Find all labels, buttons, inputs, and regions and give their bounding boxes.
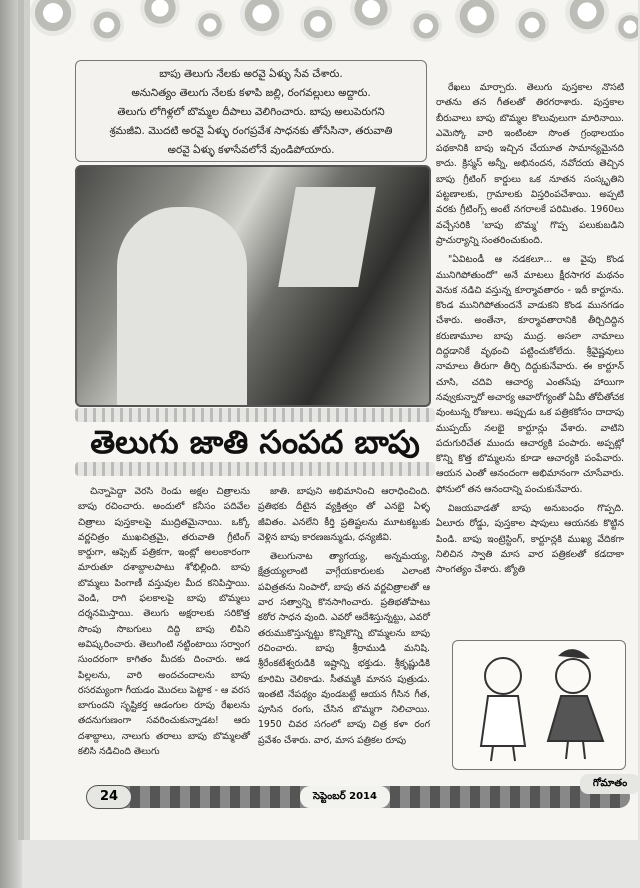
cartoon-illustration: [452, 640, 626, 770]
left-column: [78, 484, 250, 763]
quote-box: [75, 60, 427, 162]
paragraph: "ఏవిటండీ ఆ నడకలూ... ఆ వైపు కొండ మునిగిపోతుందో" అనే మాటలు క్షీరసాగర మథనం వెనుక నడిచి వస్తున్న కూర్మావతారం - ఇదీ కార్టూను. కొండ మునిగిపోతుందనే వాడుకని కొండ మునగడం చేశారు. అంతేనా, కూర్మావతారానికి తీర్చిదిద్దిన కరుణామూల బాపు ముద్ర. అసలా నామాలు దిద్దడానికే వృథంచి పట్టించుకోలేదు. శ్రీవైష్ణవులు నామాలు తీరుగా తీర్చి దిద్దుకునేవారు. ఈ కార్టూన్ చూసి, చదివి ఆచార్య ఎంతసేపు హాయిగా నవ్వుకున్నారో అచార్య ఆవారోగ్యంతో ఏమీ తోచీతోచక వుంటున్న రోజులు. అప్పుడు ఒక పత్రికకోసం దాదాపు ముప్పయ్ నలభై కార్టూన్లు వేశారు. వాటిని పదుగురిచేత ముందు ఆచార్యకి పంపారు. అప్పట్లో కొన్ని కొత్త బొమ్మలను కూడా ఆచార్యకి పంపేవారు. ఆయన ఎంతో ఆనందంగా అభిమానంగా చూసేవారు. ఫోనులో తన ఆనందాన్ని పంచుకునేవారు.: [436, 254, 624, 495]
floral-border: [30, 0, 638, 52]
page-edge: [0, 0, 22, 888]
magazine-name: గోమాతం: [580, 774, 640, 794]
paragraph: జాతి. బాపుని అభిమానించి ఆరాధించింది. ప్రతిభకు దీటైన వ్యక్తిత్వం తో ఎనభై ఏళ్ళ జీవితం. ఎనలేని కీర్తి ప్రతిష్టలను మూటకట్టుకు వెళ్లిన బాపు కారణజన్ముడు, ధన్యజీవి.: [258, 486, 430, 543]
footer-band: [90, 778, 630, 808]
right-column: [436, 80, 624, 635]
paragraph: చిన్నాపెద్దా వెరసి రెండు అక్షల చిత్రాలను బాపు రచించారు. అందులో కనీసం పదివేల చిత్రాలు పుస్తకాలపై ముద్రితమైనాయి. ఒక్కో వర్ణచిత్రం ముఖచిత్రమై, తరువాతి గ్రీటింగ్ కార్డుగా, ఆఫ్సెట్ పత్రికగా, ఇంట్లో అలంకారంగా మారుతూ దశాబ్దాలపాటు శోభిల్లింది. బాపు బొమ్మలు పింగాణీ వస్తువుల మీద కనిపిస్తాయి. వెండి, రాగి ఫలకాలపై బాపు బొమ్మలు దర్శనమిస్తాయి. తెలుగు అక్షరాలకు సరికొత్త సొంపు సొబగులు దిద్ది బాపు లిపిని అవిష్కరించారు. తెలుగింటి నట్టింటాయి సర్వాంగ సుందరంగా కాగితం మీదకు దించారు. ఆడ పిల్లలను, వారి అందచందాలను బాపు రసరమ్యంగా గీయడం మొదలు పెట్టాక - ఆ వరస బాగుందని సృష్టికర్త ఆడంగుల రూపు రేఖలను తదనుగుణంగా సవరించుకున్నాడట! ఆరు దశాబ్దాలు, నాలుగు తరాలు బాపు బొమ్మలతో కలిసి నడిచింది తెలుగు: [78, 486, 250, 758]
ornament-divider: [75, 462, 435, 476]
paragraph: విజయవాడతో బాపు అనుబంధం గొప్పది. ఏలూరు రోడ్డు, పుస్తకాల షాపులు ఆయనకు కొట్టిన పిండి. బాపు ఇంట్రెస్టింగ్, కార్టూన్లకి ముఖ్య వేదికగా నిలిచిన స్వాతి మాస వార పత్రికలతో కడదాకా సాంగత్యం చేశారు. జ్యోతి: [436, 503, 624, 576]
middle-column: [258, 484, 430, 752]
magazine-page: [30, 0, 638, 840]
quote-line: బాపు తెలుగు నేలకు అరవై ఏళ్ళు సేవ చేశారు.: [159, 68, 343, 80]
quote-line: అరవై ఏళ్ళు కళాసేవలోనే వుండిపోయారు.: [167, 144, 335, 156]
quote-line: శ్రమజీవి. మొదటి అరవై ఏళ్ళు రంగప్రవేశ సాధనకు తోసేసినా, తరువాతి: [109, 125, 393, 137]
ornament-divider: [75, 408, 435, 422]
bapu-photo: [75, 165, 431, 407]
quote-line: అనునిత్యం తెలుగు నేలకు కళాపి జల్లి, రంగవల్లులు అద్దారు.: [131, 87, 371, 99]
paragraph: రేఖలు మార్చారు. తెలుగు పుస్తకాల నొసటి రాతను తన గీతలతో తిరగరాశారు. పుస్తకాల బీరువాలు బాపు బొమ్మల కొలువులుగా మారినాయి. ఎమెస్కో వారి ఇంటింటా సొంత గ్రంథాలయం పథకానికి బాపు ఇచ్చిన చేయూత సామాన్యమైనది కాదు. క్రిస్మస్ అన్నీ, అభినందన, నవోదయ తెచ్చిన బాపు గ్రీటింగ్ కార్డులు ఒక నూతన సంస్కృతిని పట్టణాలకు, గ్రామాలకు విస్తరింపచేశాయి. అప్పటి వరకు గ్రీటింగ్స్ అంటే నగరాలకే పరిమితం. 1960లు వచ్చేసరికి 'బాపు బొమ్మ' గొప్ప పలుకుబడిని ప్రాచుర్యాన్ని సంతరించుకుంది.: [436, 82, 624, 246]
page-number: 24: [86, 785, 132, 809]
paragraph: తెలుగునాట త్యాగయ్య, అన్నమయ్య, క్షేత్రయ్యలాంటి వాగ్గేయకారులకు ఎలాంటి పవిత్రతను నింపారో, బాపు తన వర్ణచిత్రాలతో ఆ వార సత్వాన్ని కొనసాగించారు. ప్రతిభతోపాటు కఠోర సాధన వుంది. ఎవరో ఆదేశిస్తున్నట్టు, ఎవరో తరుముకొస్తున్నట్టు కొన్నికొన్ని బొమ్మలను బాపు రచించారు. బాపు శ్రీరాముడి మనిషి. శ్రీరేంకటేశ్వరుడికి ఇష్టాన్ని భక్తుడు. శ్రీకృష్ణుడికి కూరిమి చెలికాడు. సీతమ్మకి మానస పుత్రుడు. ఇంతటి నేపథ్యం వుండబట్టే ఆయన గీసిన గీత, పూసిన రంగు, చేసిన బొమ్మగా నిలిచాయి. 1950 చివర సగంలో బాపు చిత్ర కళా రంగ ప్రవేశం చేశారు. వార, మాస పత్రికల రూపు: [258, 551, 430, 746]
issue-date: సెప్టెంబర్ 2014: [300, 786, 390, 808]
article-title: తెలుగు జాతి సంపద బాపు: [90, 423, 420, 461]
title-band: [75, 408, 435, 478]
quote-line: తెలుగు లోగిళ్లలో బొమ్మల దీపాలు వెలిగించారు. బాపు అలుపెరుగని: [117, 106, 385, 118]
